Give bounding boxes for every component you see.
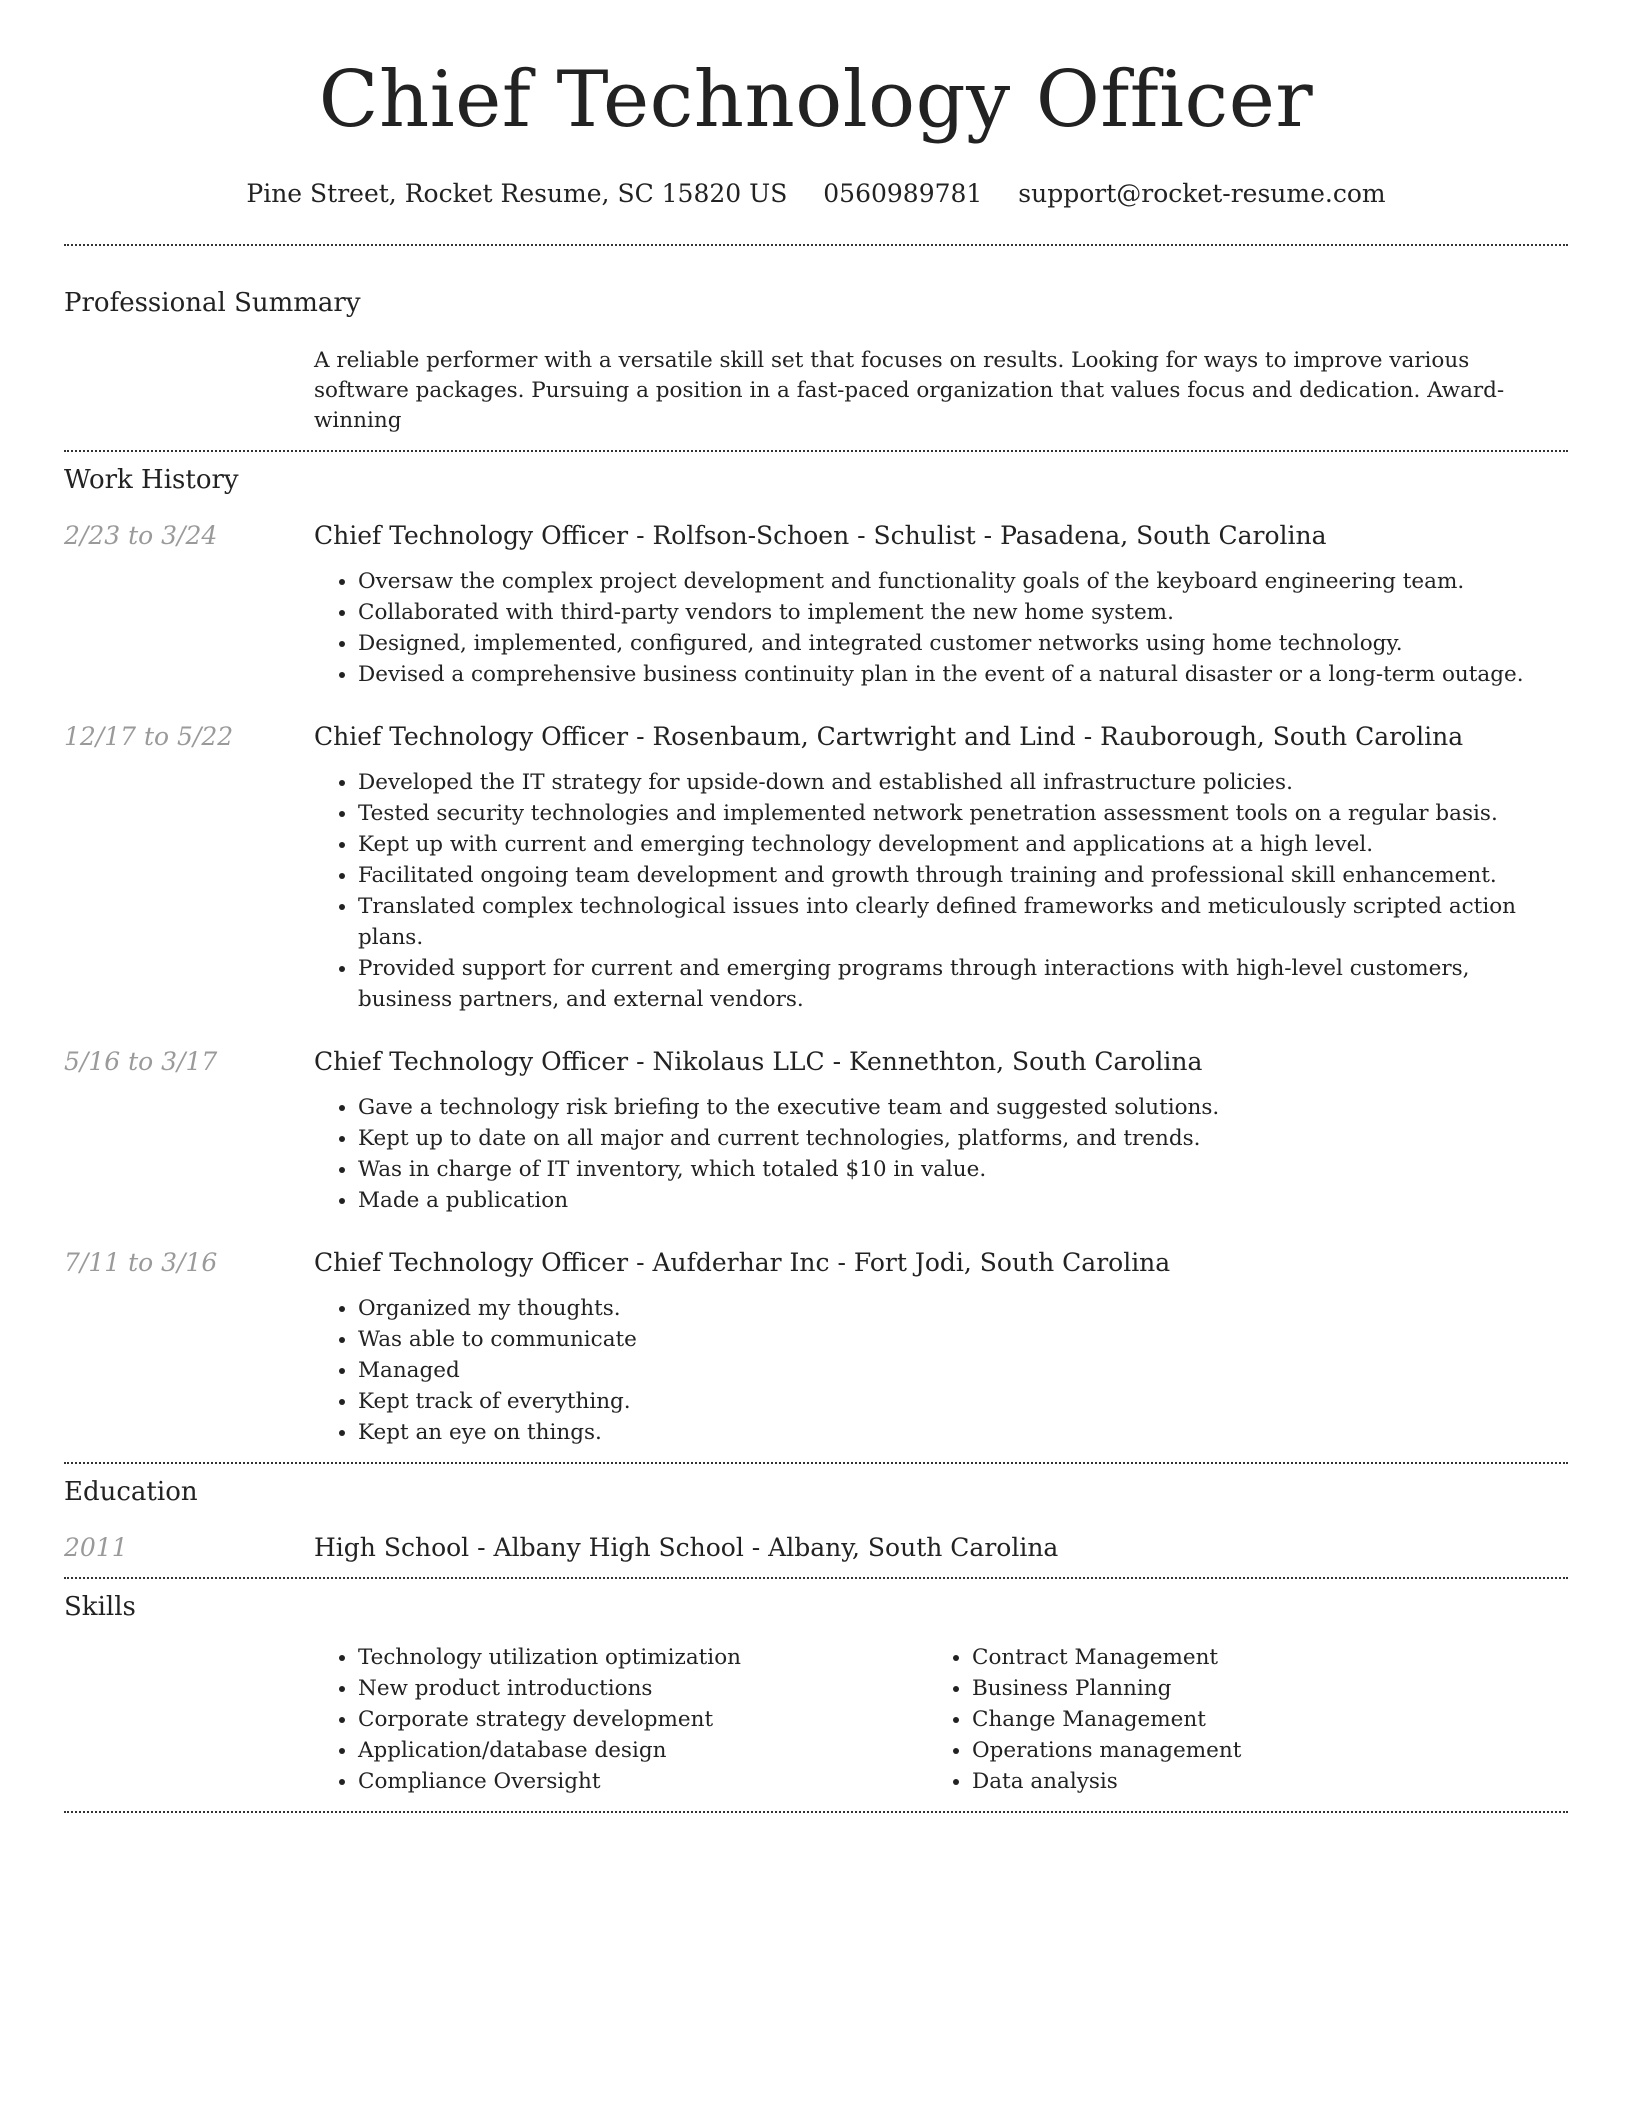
job-entry [64, 519, 1568, 690]
skills-list [928, 1642, 1542, 1797]
contact-phone: 0560989781 [823, 179, 983, 208]
resume-name: Chief Technology Officer [318, 55, 1314, 145]
summary-section [64, 286, 1568, 436]
skill-item: • Business Planning [972, 1673, 1542, 1704]
job-dates: 7/11 to 3/16 [64, 1248, 218, 1277]
skill-item: • New product introductions [358, 1673, 928, 1704]
education-heading: Education [64, 1477, 198, 1507]
divider [64, 450, 1568, 452]
job-bullet: • Translated complex technological issues into clearly defined frameworks and meticulously scripted action plans. [358, 891, 1568, 953]
divider [64, 1577, 1568, 1579]
job-title: Chief Technology Officer - Rolfson-Schoen - Schulist - Pasadena, South Carolina [314, 521, 1327, 550]
job-bullets [314, 1293, 1568, 1448]
divider [64, 244, 1568, 246]
job-entry [64, 1246, 1568, 1448]
skill-item: • Operations management [972, 1735, 1542, 1766]
job-bullet: • Facilitated ongoing team development and growth through training and professional skill enhancement. [358, 860, 1568, 891]
work-history-section [64, 463, 1568, 1462]
job-body [314, 1246, 1568, 1448]
job-bullets [314, 1092, 1568, 1216]
job-bullet: • Kept up to date on all major and current technologies, platforms, and trends. [358, 1123, 1568, 1154]
summary-heading: Professional Summary [64, 288, 361, 318]
skills-column-right [928, 1642, 1542, 1797]
education-year: 2011 [64, 1533, 128, 1562]
skill-item: • Application/database design [358, 1735, 928, 1766]
education-section [64, 1475, 1568, 1565]
job-bullet: • Collaborated with third-party vendors to implement the new home system. [358, 597, 1568, 628]
job-bullet: • Oversaw the complex project development and functionality goals of the keyboard engineering team. [358, 566, 1568, 597]
skill-item: • Data analysis [972, 1766, 1542, 1797]
contact-email: support@rocket-resume.com [1018, 179, 1386, 208]
job-bullet: • Made a publication [358, 1185, 1568, 1216]
job-title: Chief Technology Officer - Aufderhar Inc - Fort Jodi, South Carolina [314, 1248, 1171, 1277]
job-bullet: • Designed, implemented, configured, and integrated customer networks using home technology. [358, 628, 1568, 659]
job-bullets [314, 767, 1568, 1015]
education-entry [64, 1531, 1568, 1565]
divider [64, 1811, 1568, 1813]
job-bullet: • Kept an eye on things. [358, 1417, 1568, 1448]
skills-heading: Skills [64, 1592, 136, 1622]
skills-column-left [314, 1642, 928, 1797]
skill-item: • Contract Management [972, 1642, 1542, 1673]
job-bullet: • Kept track of everything. [358, 1386, 1568, 1417]
job-body [314, 1045, 1568, 1216]
summary-text: A reliable performer with a versatile skill set that focuses on results. Looking for ways to improve various software packages. Pursuing a position in a fast-paced organization that values focus and dedication. Award-winning [314, 348, 1505, 433]
job-body [314, 519, 1568, 690]
job-title: Chief Technology Officer - Nikolaus LLC - Kennethton, South Carolina [314, 1047, 1203, 1076]
job-bullet: • Was in charge of IT inventory, which totaled $10 in value. [358, 1154, 1568, 1185]
job-entry [64, 720, 1568, 1015]
job-bullet: • Provided support for current and emerging programs through interactions with high-level customers, business partners, and external vendors. [358, 953, 1568, 1015]
work-history-heading: Work History [64, 465, 239, 495]
skills-section [64, 1590, 1568, 1797]
skills-list [314, 1642, 928, 1797]
skill-item: • Compliance Oversight [358, 1766, 928, 1797]
contact-address: Pine Street, Rocket Resume, SC 15820 US [246, 179, 788, 208]
skill-item: • Change Management [972, 1704, 1542, 1735]
skill-item: • Corporate strategy development [358, 1704, 928, 1735]
job-dates: 2/23 to 3/24 [64, 521, 218, 550]
divider [64, 1462, 1568, 1464]
skills-columns [314, 1642, 1568, 1797]
job-bullets [314, 566, 1568, 690]
job-title: Chief Technology Officer - Rosenbaum, Cartwright and Lind - Rauborough, South Carolina [314, 722, 1464, 751]
job-bullet: • Kept up with current and emerging technology development and applications at a high level. [358, 829, 1568, 860]
job-dates: 12/17 to 5/22 [64, 722, 234, 751]
contact-line [64, 178, 1568, 210]
job-bullet: • Gave a technology risk briefing to the executive team and suggested solutions. [358, 1092, 1568, 1123]
job-bullet: • Tested security technologies and implemented network penetration assessment tools on a regular basis. [358, 798, 1568, 829]
job-dates: 5/16 to 3/17 [64, 1047, 218, 1076]
education-detail: High School - Albany High School - Albany, South Carolina [314, 1533, 1059, 1562]
job-bullet: • Organized my thoughts. [358, 1293, 1568, 1324]
skill-item: • Technology utilization optimization [358, 1642, 928, 1673]
job-bullet: • Managed [358, 1355, 1568, 1386]
job-bullet: • Devised a comprehensive business continuity plan in the event of a natural disaster or a long-term outage. [358, 659, 1568, 690]
job-entry [64, 1045, 1568, 1216]
job-bullet: • Was able to communicate [358, 1324, 1568, 1355]
job-bullet: • Developed the IT strategy for upside-down and established all infrastructure policies. [358, 767, 1568, 798]
resume-header [64, 0, 1568, 210]
job-body [314, 720, 1568, 1015]
